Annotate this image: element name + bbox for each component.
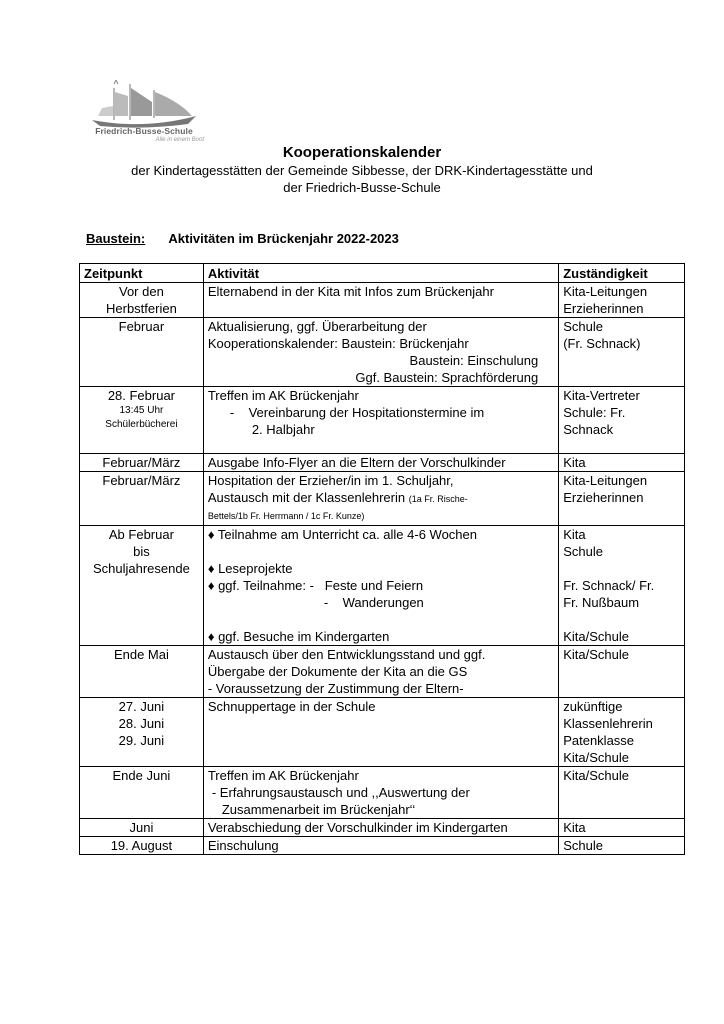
cell-zeitpunkt: Februar/März — [80, 472, 204, 526]
table-row — [80, 526, 685, 646]
cell-zeitpunkt — [80, 283, 204, 318]
cell-aktivitaet: Schnuppertage in der Schule — [203, 698, 558, 767]
table-row — [80, 387, 685, 454]
cell-text: bis — [133, 544, 150, 559]
cell-text: Hospitation der Erzieher/in im 1. Schuljahr, — [207, 473, 454, 488]
subtitle-line-2: der Friedrich-Busse-Schule — [283, 180, 441, 195]
cell-text: 28. Februar — [107, 388, 176, 403]
cell-text: Schule — [563, 544, 603, 559]
cell-text: 13:45 Uhr — [119, 405, 164, 416]
cell-text: Erzieherinnen — [563, 490, 644, 505]
cell-zustaendigkeit: Kita — [559, 454, 685, 472]
subtitle-line-1: der Kindertagesstätten der Gemeinde Sibbesse, der DRK-Kindertagesstätte und — [131, 163, 593, 178]
cell-text: Kita-Leitungen — [563, 473, 648, 488]
column-header: Zuständigkeit — [559, 264, 685, 283]
cell-zeitpunkt — [80, 526, 204, 646]
cell-zustaendigkeit: Schule — [559, 837, 685, 855]
cell-text: ♦ Leseprojekte — [207, 561, 293, 576]
cell-zustaendigkeit — [559, 698, 685, 767]
cell-text: (1a Fr. Rische- — [408, 494, 468, 504]
baustein-label: Baustein: — [86, 231, 146, 246]
table-row — [80, 318, 685, 387]
cell-aktivitaet: Einschulung — [203, 837, 558, 855]
cell-zeitpunkt: Ende Juni — [80, 767, 204, 819]
cell-aktivitaet — [203, 472, 558, 526]
cell-text: 29. Juni — [118, 733, 165, 748]
cell-zustaendigkeit — [559, 526, 685, 646]
table-row — [80, 646, 685, 698]
cell-text: Übergabe der Dokumente der Kita an die GS — [207, 664, 468, 679]
cell-zustaendigkeit — [559, 472, 685, 526]
section-heading — [86, 231, 399, 246]
cell-text: Patenklasse — [563, 733, 635, 748]
cell-text: Ab Februar — [108, 527, 174, 542]
cell-aktivitaet: Verabschiedung der Vorschulkinder im Kindergarten — [203, 819, 558, 837]
cell-text: Schuljahresende — [92, 561, 190, 576]
cell-text: ♦ ggf. Besuche im Kindergarten — [207, 629, 390, 644]
cell-aktivitaet: Ausgabe Info-Flyer an die Eltern der Vorschulkinder — [203, 454, 558, 472]
cell-text: Vor den — [119, 284, 164, 299]
cell-zeitpunkt — [80, 387, 204, 454]
cell-text: 2. Halbjahr — [251, 422, 315, 437]
cell-aktivitaet — [203, 318, 558, 387]
table-row — [80, 837, 685, 855]
table-row — [80, 767, 685, 819]
table-row — [80, 283, 685, 318]
cell-text: - Erfahrungsaustausch und ,,Auswertung der — [211, 785, 470, 800]
cell-text: Zusammenarbeit im Brückenjahr‘‘ — [221, 802, 416, 817]
cell-zustaendigkeit: Kita/Schule — [559, 767, 685, 819]
cell-text: Kita/Schule — [563, 750, 629, 765]
baustein-title: Aktivitäten im Brückenjahr 2022-2023 — [168, 231, 399, 246]
cell-text: Kita — [563, 527, 586, 542]
sailing-ship-icon — [84, 80, 204, 128]
cell-text: Austausch mit der Klassenlehrerin — [207, 490, 406, 505]
cell-text: Schülerbücherei — [105, 419, 178, 430]
cell-zeitpunkt: 19. August — [80, 837, 204, 855]
cell-text: Fr. Nußbaum — [563, 595, 640, 610]
cell-text: zukünftige — [563, 699, 623, 714]
cell-text: Klassenlehrerin — [563, 716, 653, 731]
cell-text: Aktualisierung, ggf. Überarbeitung der — [207, 319, 427, 334]
cell-text: Baustein: Einschulung — [409, 353, 539, 368]
cell-zustaendigkeit — [559, 387, 685, 454]
cell-text: Schule: Fr. — [563, 405, 626, 420]
cell-zustaendigkeit — [559, 318, 685, 387]
cell-zustaendigkeit: Kita/Schule — [559, 646, 685, 698]
cell-text: Kita-Vertreter — [563, 388, 640, 403]
table-row — [80, 819, 685, 837]
cell-text: ♦ ggf. Teilnahme: - Feste und Feiern — [207, 578, 424, 593]
cell-zeitpunkt: Februar/März — [80, 454, 204, 472]
cell-text: Schnack — [563, 422, 614, 437]
column-header: Zeitpunkt — [80, 264, 204, 283]
cell-text: - Vereinbarung der Hospitationstermine im — [229, 405, 485, 420]
cell-text: Erzieherinnen — [563, 301, 644, 316]
cell-text: Austausch über den Entwicklungsstand und ggf. — [207, 647, 486, 662]
cell-text: Ggf. Baustein: Sprachförderung — [355, 370, 539, 385]
cell-aktivitaet — [203, 646, 558, 698]
cell-aktivitaet — [203, 767, 558, 819]
logo-tagline: Alle in einem Boot — [155, 137, 204, 143]
cell-text: - Voraussetzung der Zustimmung der Eltern- — [207, 681, 464, 696]
cell-aktivitaet: Elternabend in der Kita mit Infos zum Brückenjahr — [203, 283, 558, 318]
table-header-row — [80, 264, 685, 283]
cell-text: ♦ Teilnahme am Unterricht ca. alle 4-6 Wochen — [207, 527, 477, 542]
cell-text: (Fr. Schnack) — [563, 336, 641, 351]
cell-text: 27. Juni — [118, 699, 165, 714]
cell-zeitpunkt: Ende Mai — [80, 646, 204, 698]
logo-school-name: Friedrich-Busse-Schule — [95, 126, 193, 136]
cell-text: Schule — [563, 319, 603, 334]
cell-text: Treffen im AK Brückenjahr — [207, 388, 359, 403]
cell-text: Herbstferien — [106, 301, 177, 316]
cell-text: Treffen im AK Brückenjahr — [207, 768, 359, 783]
cell-aktivitaet — [203, 387, 558, 454]
cell-zustaendigkeit — [559, 283, 685, 318]
table-row — [80, 698, 685, 767]
cell-zeitpunkt — [80, 698, 204, 767]
cell-text: 28. Juni — [118, 716, 165, 731]
column-header: Aktivität — [203, 264, 558, 283]
cell-aktivitaet — [203, 526, 558, 646]
schedule-table — [79, 263, 685, 855]
cell-zeitpunkt: Februar — [80, 318, 204, 387]
cell-zustaendigkeit: Kita — [559, 819, 685, 837]
cell-text: Fr. Schnack/ Fr. — [563, 578, 655, 593]
cell-text: Kooperationskalender: Baustein: Brückenjahr — [207, 336, 469, 351]
cell-text: Kita/Schule — [563, 629, 629, 644]
page-title: Kooperationskalender — [282, 144, 442, 161]
table-row — [80, 472, 685, 526]
cell-text: Kita-Leitungen — [563, 284, 648, 299]
cell-text: Bettels/1b Fr. Herrmann / 1c Fr. Kunze) — [207, 511, 365, 521]
table-row — [80, 454, 685, 472]
cell-zeitpunkt: Juni — [80, 819, 204, 837]
cell-text: - Wanderungen — [323, 595, 424, 610]
